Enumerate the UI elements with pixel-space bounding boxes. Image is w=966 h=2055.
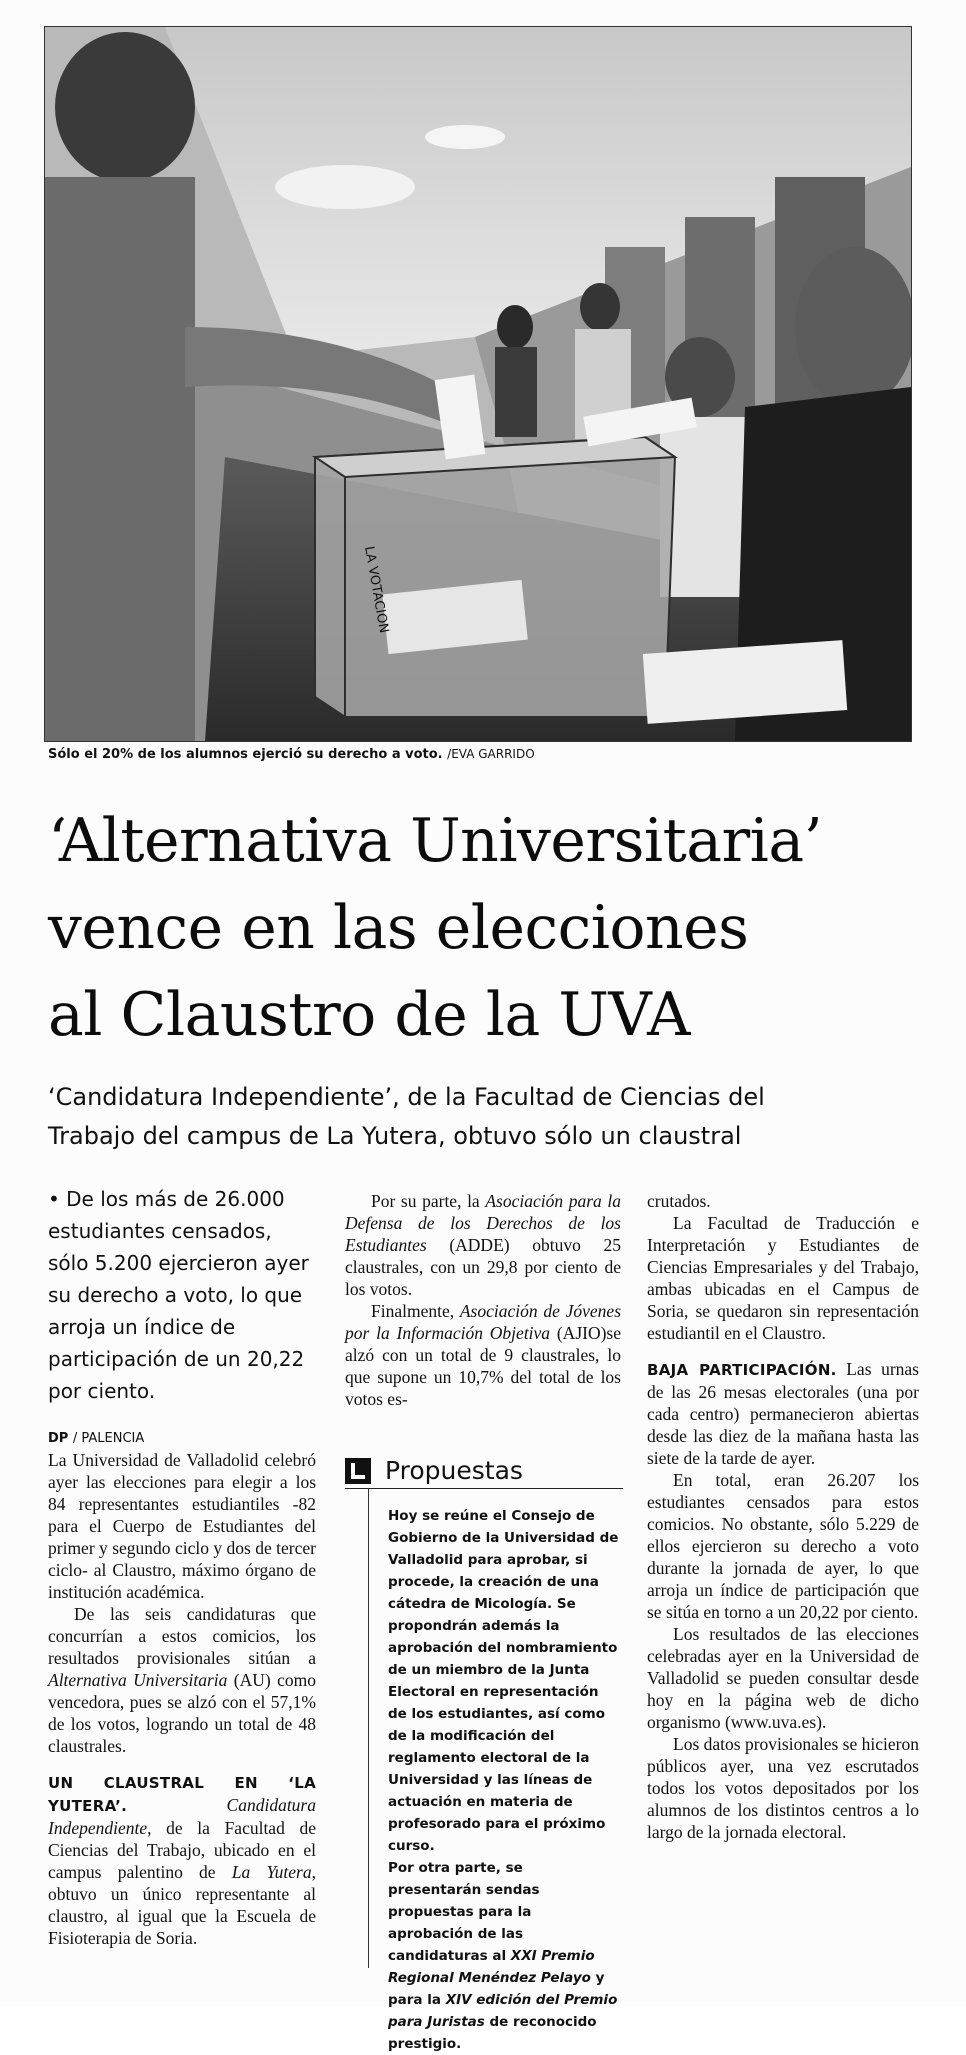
column-1 xyxy=(48,1183,316,1949)
dateline-agency: DP xyxy=(48,1431,69,1446)
subhead-line-1: ‘Candidatura Independiente’, de la Facultad de Ciencias del xyxy=(48,1083,765,1111)
column-2 xyxy=(345,1190,621,1410)
subhead-line-2: Trabajo del campus de La Yutera, obtuvo sólo un claustral xyxy=(48,1122,742,1150)
box-divider xyxy=(368,1488,369,1968)
col3-paragraph-0: crutados. xyxy=(647,1191,711,1211)
dateline-place: / PALENCIA xyxy=(72,1431,145,1446)
propuestas-title: Propuestas xyxy=(385,1456,523,1485)
col3-paragraph-3: En total, eran 26.207 los estudiantes censados para estos comicios. No obstante, sólo 5.229 de ellos ejercieron su derecho a voto durante la jornada de ayer, lo que arroja un índice de participación que se sitúa en torno a un 20,22 por ciento. xyxy=(647,1470,919,1622)
col3-paragraph-1: La Facultad de Traducción e Interpretación y Estudiantes de Ciencias Empresariales y del Trabajo, ambas ubicadas en el Campus de Soria, se quedaron sin representación estudiantil en el Claustro. xyxy=(647,1213,919,1343)
col1-paragraph-1: La Universidad de Valladolid celebró ayer las elecciones para elegir a los 84 representantes estudiantiles -82 para el Cuerpo de Estudiantes del primer y segundo ciclo y dos de tercer ciclo- al Claustro, máximo órgano de institución académica. xyxy=(48,1450,316,1602)
section-marker-icon xyxy=(345,1458,371,1484)
headline-line-1: ‘Alternativa Universitaria’ xyxy=(48,806,823,876)
box-paragraph-2: Por otra parte, se presentarán sendas propuestas para la aprobación de las candidaturas al XXI Premio Regional Menéndez Pelayo y para la XIV edición del Premio para Juristas de reconocido prestigio. xyxy=(388,1860,618,2052)
col1-paragraph-3: UN CLAUSTRAL EN ‘LA YUTERA’. Candidatura Independiente, de la Facultad de Ciencias del Trabajo, ubicado en el campus palentino de La Yutera, obtuvo un único representante al claustro, al igual que la Escuela de Fisioterapia de Soria. xyxy=(48,1774,316,1948)
photo-caption xyxy=(48,747,908,762)
section-heading-yutera: UN CLAUSTRAL EN ‘LA YUTERA’. xyxy=(48,1774,316,1815)
col3-paragraph-2: BAJA PARTICIPACIÓN. Las urnas de las 26 mesas electorales (una por cada centro) permanecieron abiertas desde las diez de la mañana hasta las siete de la tarde de ayer. xyxy=(647,1359,919,1468)
headline xyxy=(48,798,928,1059)
photo-credit: /EVA GARRIDO xyxy=(447,747,535,761)
dateline xyxy=(48,1429,316,1449)
propuestas-box-body xyxy=(388,1505,620,2055)
headline-line-3: al Claustro de la UVA xyxy=(48,980,690,1050)
col1-paragraph-2: De las seis candidaturas que concurrían a estos comicios, los resultados provisionales sitúan a Alternativa Universitaria (AU) como vencedora, pues se alzó con el 57,1% de los votos, logrando un total de 48 claustrales. xyxy=(48,1604,316,1756)
col2-paragraph-1: Por su parte, la Asociación para la Defensa de los Derechos de los Estudiantes (ADDE) obtuvo 25 claustrales, con un 29,8 por ciento de los votos. xyxy=(345,1191,621,1299)
col3-paragraph-4: Los resultados de las elecciones celebradas ayer en la Universidad de Valladolid se pueden consultar desde hoy en la página web de dicho organismo (www.uva.es). xyxy=(647,1624,919,1732)
caption-text: Sólo el 20% de los alumnos ejerció su derecho a voto. xyxy=(48,747,443,762)
propuestas-box-header xyxy=(345,1456,623,1489)
col2-paragraph-2: Finalmente, Asociación de Jóvenes por la Información Objetiva (AJIO)se alzó con un total de 9 claustrales, lo que supone un 10,7% del total de los votos es- xyxy=(345,1301,622,1409)
box-paragraph-1: Hoy se reúne el Consejo de Gobierno de la Universidad de Valladolid para aprobar, si procede, la creación de una cátedra de Micología. Se propondrán además la aprobación del nombramiento de un miembro de la Junta Electoral en representación de los estudiantes, así como de la modificación del reglamento electoral de la Universidad y las líneas de actuación en materia de profesorado para el próximo curso. xyxy=(388,1508,619,1854)
subheadline xyxy=(48,1078,928,1156)
photo-illustration xyxy=(45,27,911,741)
section-heading-baja: BAJA PARTICIPACIÓN. xyxy=(647,1361,837,1379)
article-photo xyxy=(44,26,912,742)
column-3 xyxy=(647,1190,919,1843)
ballot-box-label: LA VOTACION xyxy=(361,545,392,635)
headline-line-2: vence en las elecciones xyxy=(48,893,749,963)
lead-summary: • De los más de 26.000 estudiantes censados, sólo 5.200 ejercieron ayer su derecho a voto, lo que arroja un índice de participación de un 20,22 por ciento. xyxy=(48,1187,309,1403)
col3-paragraph-5: Los datos provisionales se hicieron públicos ayer, una vez escrutados todos los votos depositados por los alumnos de los distintos centros a lo largo de la jornada electoral. xyxy=(647,1734,919,1842)
